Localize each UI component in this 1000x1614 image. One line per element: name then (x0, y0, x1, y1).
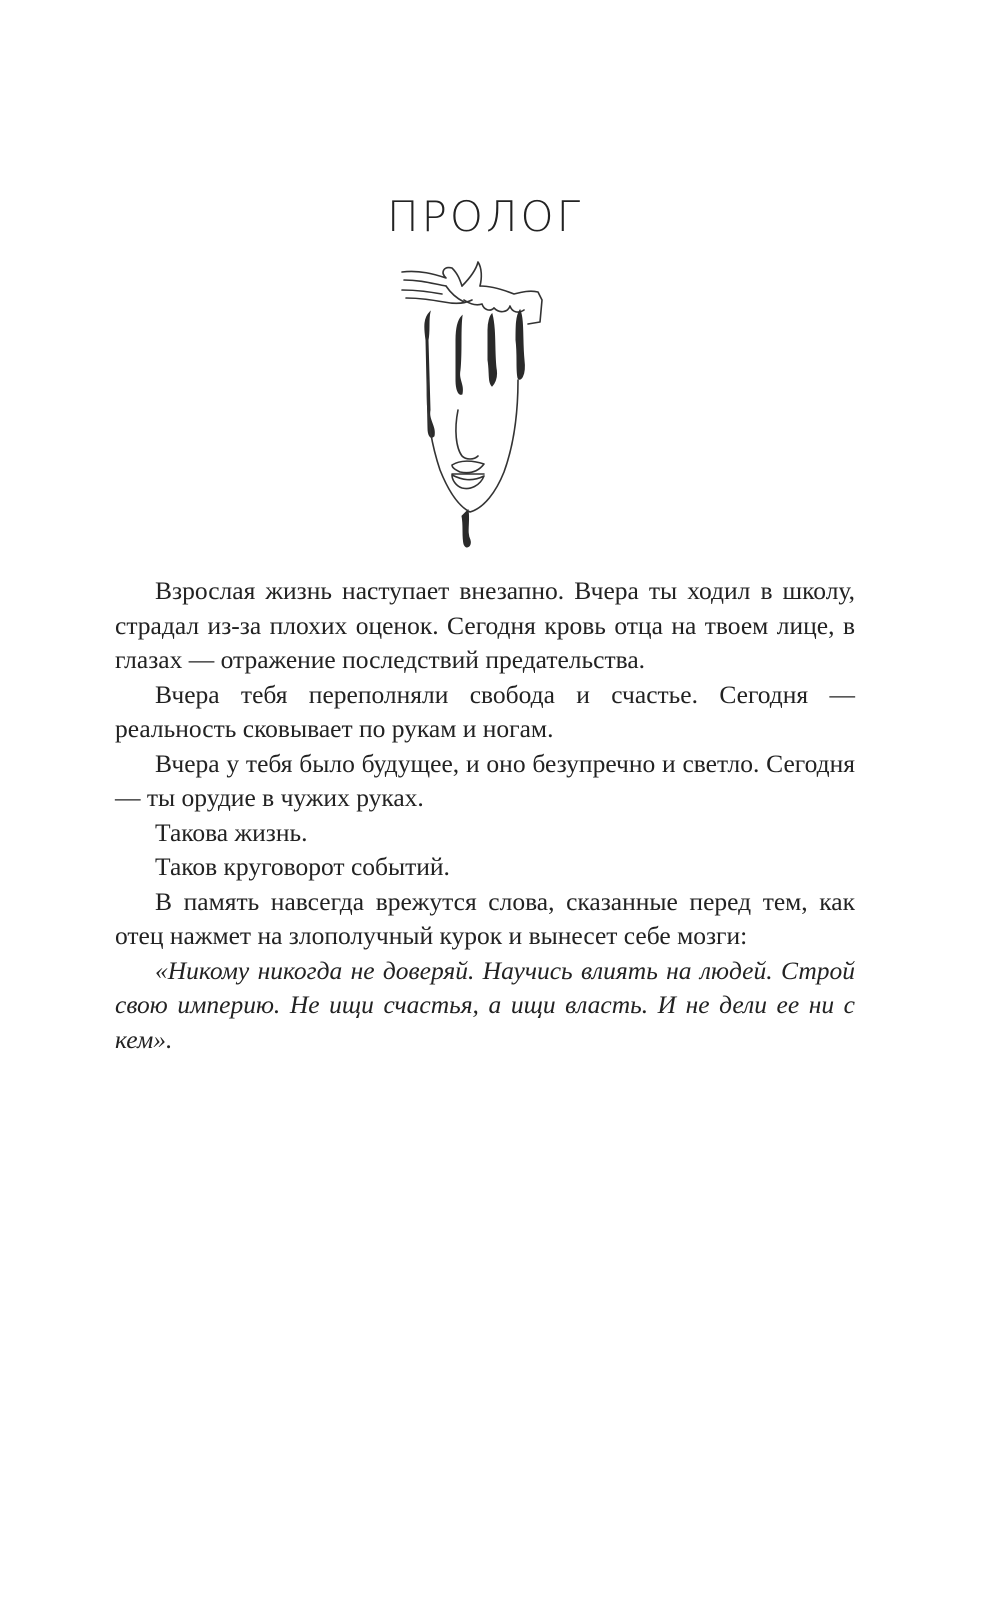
chapter-title: ПРОЛОГ (386, 192, 583, 241)
paragraph: Вчера тебя переполняли свобода и счастье. Сегодня — реальность сковывает по рукам и ногам. (115, 679, 855, 743)
paragraph: Такова жизнь. (155, 817, 308, 847)
paragraph: Взрослая жизнь наступает внезапно. Вчера ты ходил в школу, страдал из-за плохих оценок. Сегодня кровь отца на твоем лице, в глазах — отражение последствий предательства. (115, 576, 855, 674)
paragraph: Таков круговорот событий. (155, 852, 450, 881)
prologue-text (115, 574, 855, 1057)
illustration-svg (400, 260, 570, 560)
paragraph: В память навсегда врежутся слова, сказанные перед тем, как отец нажмет на злополучный курок и вынесет себе мозги: (115, 886, 855, 950)
hand-puppet-face-illustration (400, 260, 570, 560)
paragraph: Вчера у тебя было будущее, и оно безупречно и светло. Сегодня — ты орудие в чужих руках. (115, 748, 855, 812)
father-quote: «Никому никогда не доверяй. Научись влиять на людей. Строй свою империю. Не ищи счастья, а ищи власть. И не дели ее ни с кем». (115, 955, 855, 1054)
